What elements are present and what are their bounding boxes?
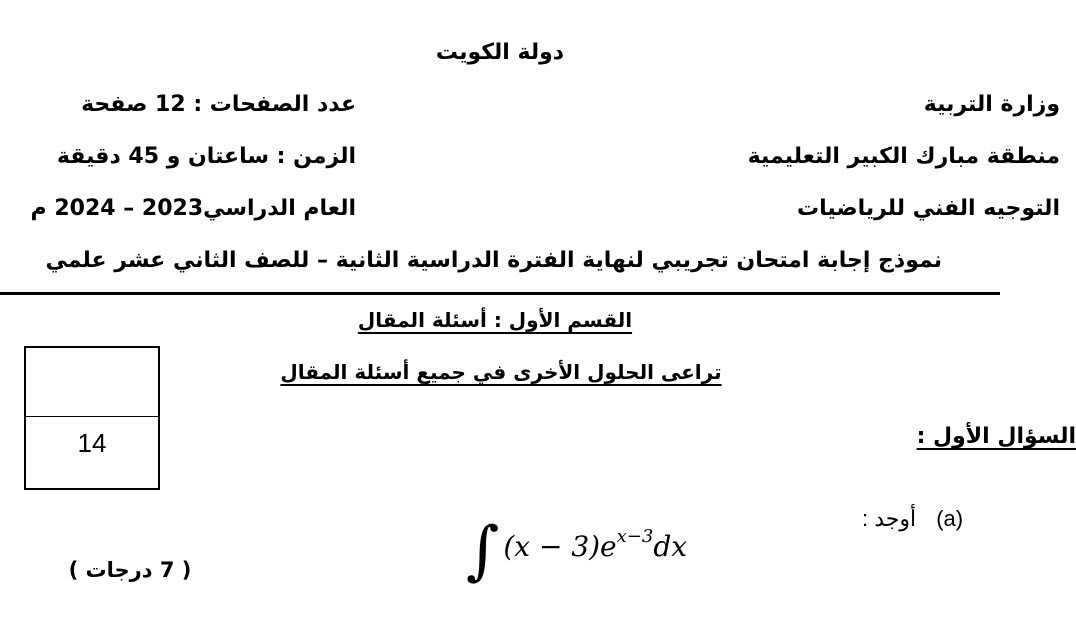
academic-year <box>0 196 356 221</box>
exam-title: نموذج إجابة امتحان تجريبي لنهاية الفترة الدراسية الثانية – للصف الثاني عشر علمي <box>45 248 942 273</box>
part-a <box>862 506 963 532</box>
district-label: منطقة مبارك الكبير التعليمية <box>747 144 1060 169</box>
exponent: x−3 <box>616 525 654 547</box>
page-count-label: عدد الصفحات : 12 صفحة <box>81 92 356 117</box>
alternate-solutions-note: تراعى الحلول الأخرى في جميع أسئلة المقال <box>280 360 722 384</box>
find-label: أوجد : <box>862 506 917 531</box>
score-box <box>24 346 160 490</box>
question-heading: السؤال الأول : <box>916 424 1076 449</box>
exam-duration-label: الزمن : ساعتان و 45 دقيقة <box>56 144 356 169</box>
header-divider <box>0 292 1000 295</box>
integrand: (x − 3)e <box>503 530 617 563</box>
academic-year-label: العام الدراسي <box>203 196 356 221</box>
section-title: القسم الأول : أسئلة المقال <box>357 308 633 332</box>
academic-year-value: 2023 – 2024 م <box>30 196 204 221</box>
differential: dx <box>653 530 688 563</box>
ministry-label: وزارة التربية <box>923 92 1060 117</box>
country-title: دولة الكويت <box>435 40 565 65</box>
score-box-divider <box>26 416 158 417</box>
question-marks: ( 7 درجات ) <box>68 558 192 582</box>
part-label: (a) <box>936 506 964 531</box>
department-label: التوجيه الفني للرياضيات <box>796 196 1060 221</box>
integral-sign: ∫ <box>466 514 500 588</box>
integral-expression <box>466 498 688 588</box>
score-value: 14 <box>77 428 107 458</box>
